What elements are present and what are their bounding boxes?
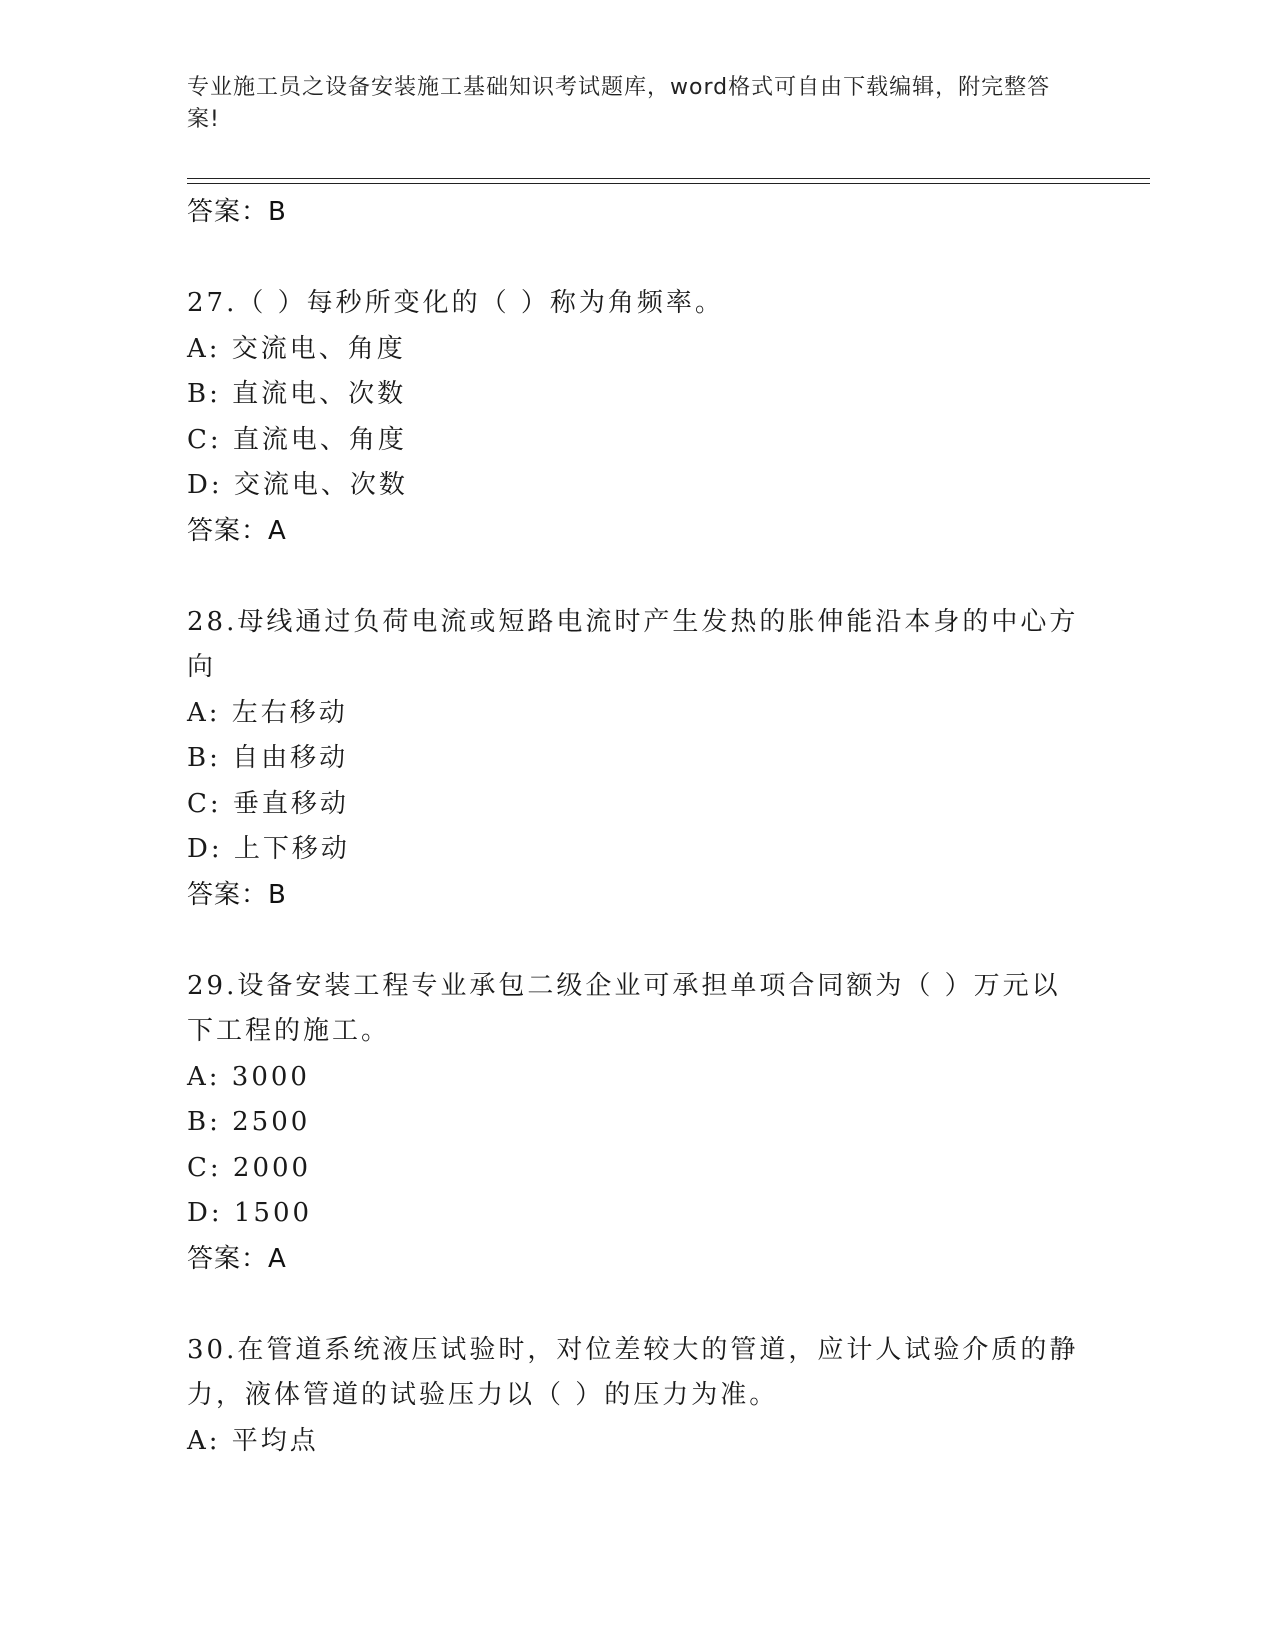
option-a: A: 交流电、角度 (187, 333, 406, 364)
option-b: B: 直流电、次数 (187, 379, 407, 409)
option-c: C: 直流电、角度 (187, 424, 407, 455)
question-stem: 29.设备安装工程专业承包二级企业可承担单项合同额为（ ）万元以 (187, 970, 1061, 1001)
spacer (187, 1282, 1087, 1328)
header-divider-bottom (187, 183, 1150, 184)
answer-line: 答案：B (187, 879, 287, 910)
question-28 (187, 600, 1087, 919)
option-c: C: 2000 (187, 1152, 312, 1183)
document-header: 专业施工员之设备安装施工基础知识考试题库，word格式可自由下载编辑，附完整答案! (187, 75, 1051, 132)
option-a: A: 3000 (187, 1061, 310, 1092)
question-stem-continued: 力，液体管道的试验压力以（ ）的压力为准。 (187, 1380, 779, 1410)
header-divider-top (187, 178, 1150, 179)
spacer (187, 554, 1087, 600)
answer-line: 答案：B (187, 197, 287, 227)
option-a: A: 平均点 (187, 1425, 319, 1456)
question-list (187, 190, 1087, 1464)
option-a: A: 左右移动 (187, 697, 348, 728)
question-stem: 30.在管道系统液压试验时，对位差较大的管道，应计人试验介质的静 (187, 1334, 1079, 1365)
question-stem-continued: 下工程的施工。 (187, 1016, 391, 1046)
option-d: D: 1500 (187, 1198, 313, 1228)
question-27 (187, 281, 1087, 554)
option-b: B: 2500 (187, 1107, 311, 1137)
question-stem: 27.（ ）每秒所变化的（ ）称为角频率。 (187, 288, 724, 318)
option-d: D: 上下移动 (187, 834, 350, 864)
question-30 (187, 1328, 1087, 1465)
option-d: D: 交流电、次数 (187, 470, 408, 500)
spacer (187, 236, 1087, 282)
answer-line: 答案：A (187, 1243, 287, 1274)
answer-line: 答案：A (187, 515, 287, 546)
question-stem-continued: 向 (187, 652, 217, 682)
option-b: B: 自由移动 (187, 743, 349, 773)
question-29 (187, 964, 1087, 1283)
option-c: C: 垂直移动 (187, 788, 349, 819)
spacer (187, 918, 1087, 964)
question-stem: 28.母线通过负荷电流或短路电流时产生发热的胀伸能沿本身的中心方 (187, 606, 1079, 637)
